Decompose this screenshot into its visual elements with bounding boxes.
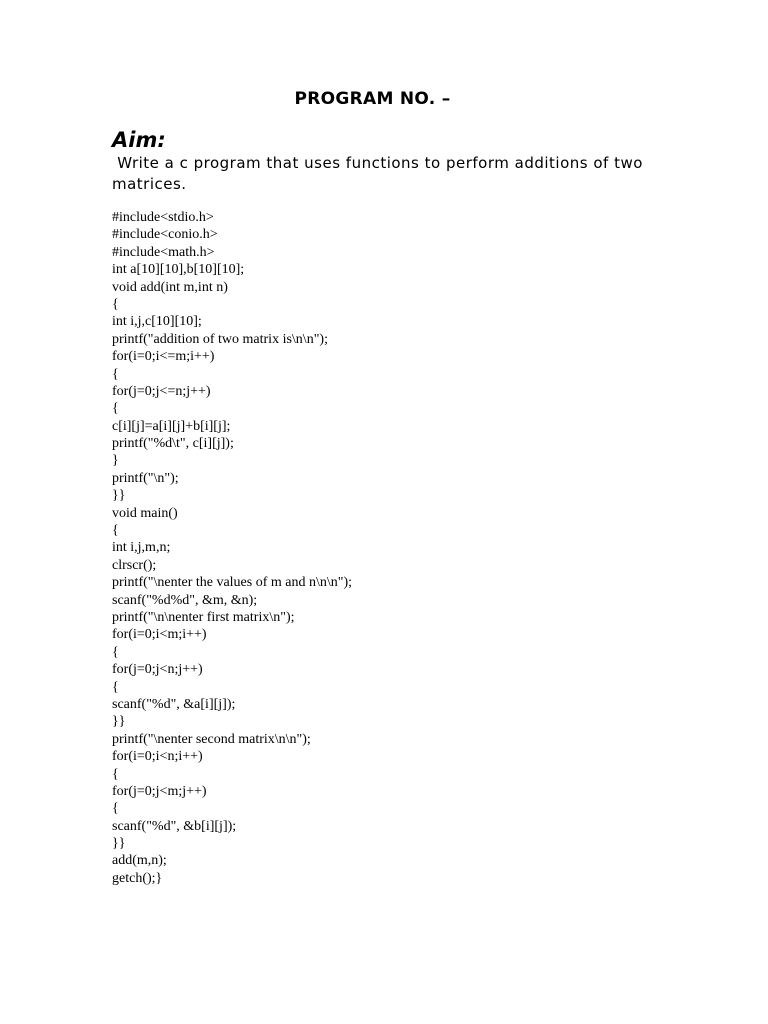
- code-line: printf("\nenter the values of m and n\n\n");: [112, 575, 353, 591]
- code-line: void main(): [112, 505, 178, 521]
- code-line: {: [112, 366, 119, 382]
- code-line: {: [112, 766, 119, 782]
- code-line: }: [112, 453, 119, 469]
- code-line: int i,j,c[10][10];: [112, 314, 202, 330]
- code-line: }}: [112, 488, 126, 504]
- code-line: int a[10][10],b[10][10];: [112, 262, 245, 278]
- code-line: for(i=0;i<n;i++): [112, 749, 203, 765]
- code-line: c[i][j]=a[i][j]+b[i][j];: [112, 418, 231, 434]
- code-line: void add(int m,int n): [112, 279, 228, 295]
- code-line: {: [112, 801, 119, 817]
- code-line: scanf("%d", &b[i][j]);: [112, 818, 237, 834]
- code-line: {: [112, 523, 119, 539]
- code-line: {: [112, 644, 119, 660]
- code-line: printf("\n\nenter first matrix\n");: [112, 609, 295, 625]
- code-line: for(i=0;i<=m;i++): [112, 349, 215, 365]
- code-line: for(j=0;j<=n;j++): [112, 383, 211, 399]
- code-line: scanf("%d%d", &m, &n);: [112, 592, 258, 608]
- code-line: {: [112, 296, 119, 312]
- code-line: }}: [112, 714, 126, 730]
- code-line: scanf("%d", &a[i][j]);: [112, 696, 236, 712]
- code-line: #include<stdio.h>: [112, 210, 214, 225]
- aim-description: Write a c program that uses functions to perform additions of two matrices.: [112, 154, 649, 193]
- code-line: #include<math.h>: [112, 244, 215, 260]
- aim-heading: Aim:: [112, 128, 166, 152]
- program-number-heading: PROGRAM NO. –: [294, 89, 451, 109]
- code-line: for(j=0;j<n;j++): [112, 662, 203, 678]
- source-code-listing: [112, 209, 352, 887]
- code-line: }}: [112, 836, 126, 852]
- code-line: add(m,n);: [112, 853, 167, 869]
- code-line: int i,j,m,n;: [112, 540, 171, 556]
- code-line: printf("\n");: [112, 470, 179, 486]
- code-line: {: [112, 401, 119, 417]
- code-line: printf("\nenter second matrix\n\n");: [112, 731, 311, 747]
- code-line: for(i=0;i<m;i++): [112, 627, 207, 643]
- code-line: printf("addition of two matrix is\n\n");: [112, 331, 328, 347]
- code-line: clrscr();: [112, 557, 157, 573]
- code-line: for(j=0;j<m;j++): [112, 783, 207, 799]
- code-line: printf("%d\t", c[i][j]);: [112, 436, 234, 452]
- code-line: {: [112, 679, 119, 695]
- code-line: #include<conio.h>: [112, 227, 218, 243]
- code-line: getch();}: [112, 870, 163, 886]
